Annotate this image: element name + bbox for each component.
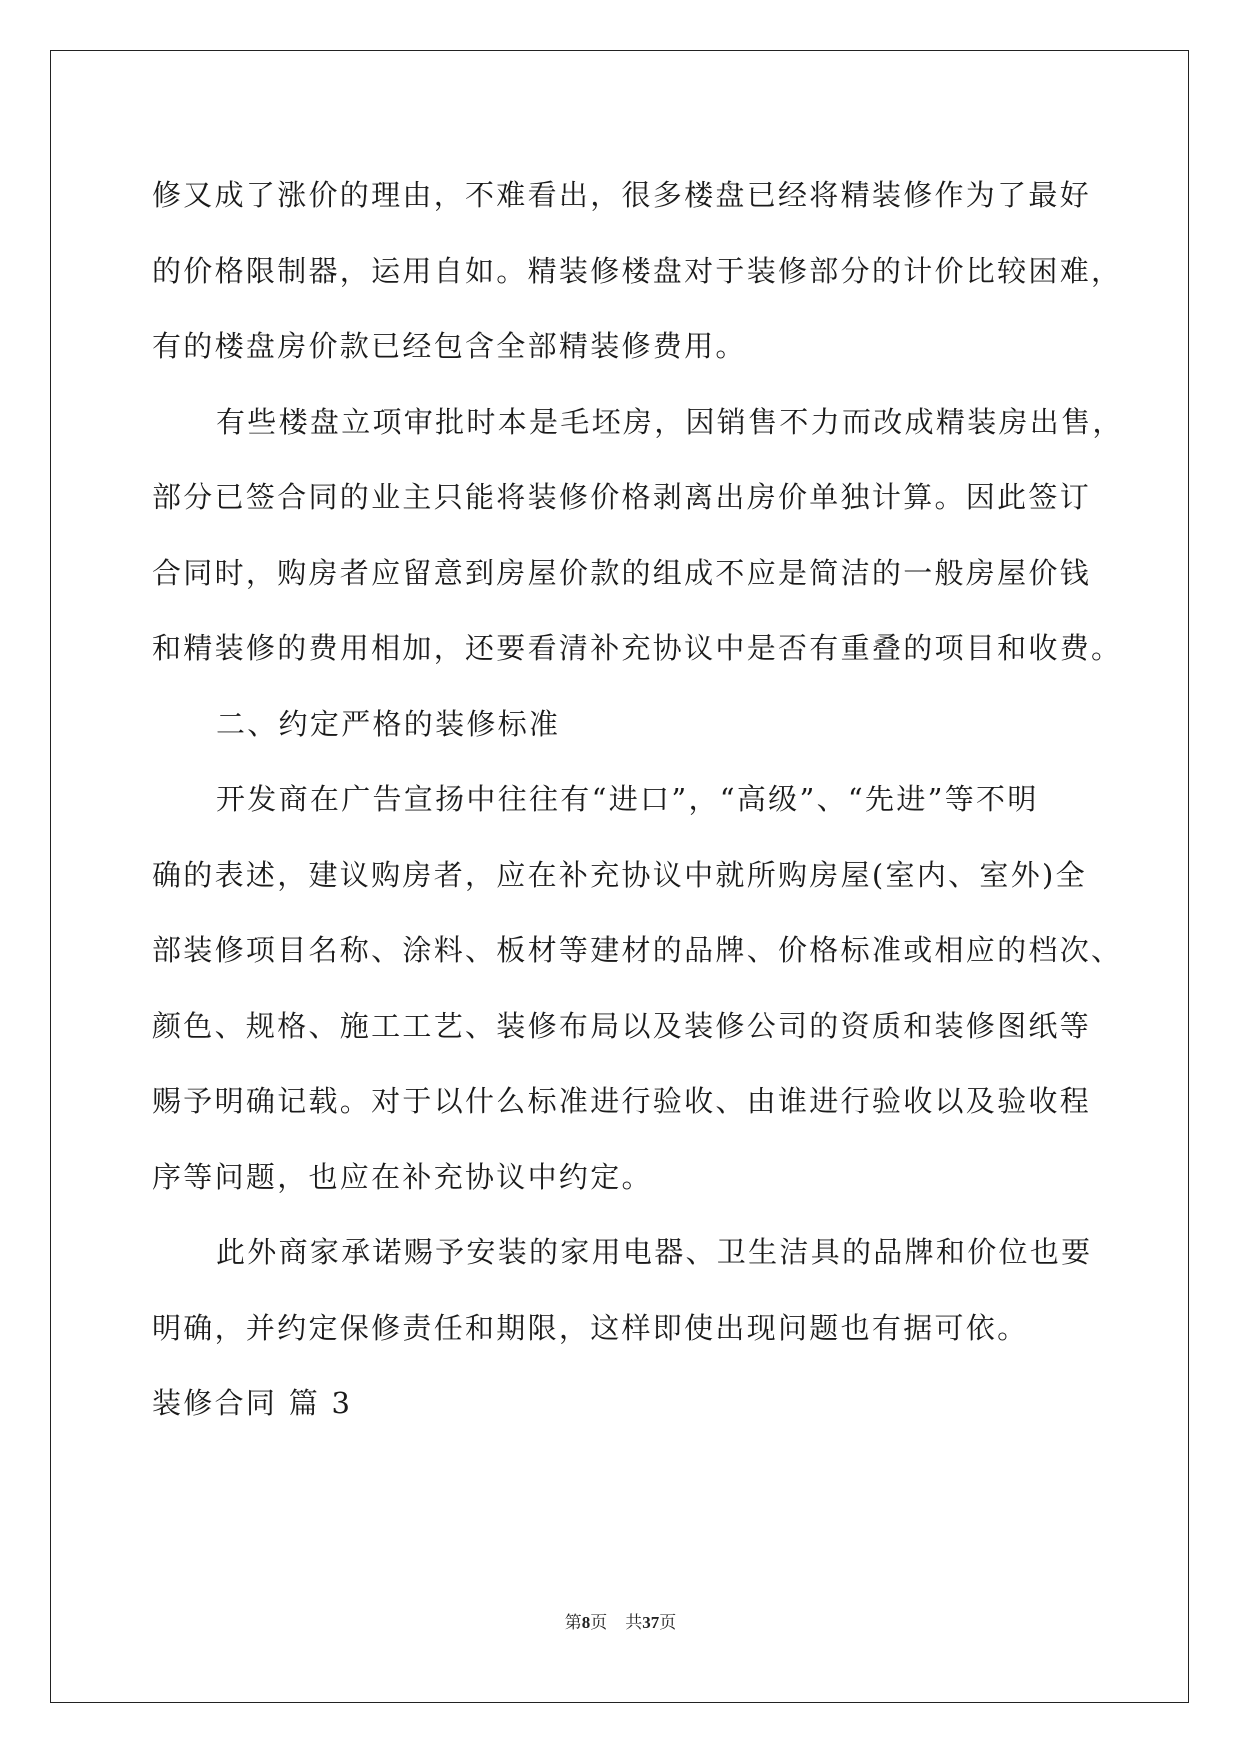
text-line-6: 合同时，购房者应留意到房屋价款的组成不应是简洁的一般房屋价钱 bbox=[152, 555, 1092, 590]
text-line-13: 赐予明确记载。对于以什么标准进行验收、由谁进行验收以及验收程 bbox=[152, 1084, 1092, 1118]
text-line-14: 序等问题，也应在补充协议中约定。 bbox=[152, 1159, 653, 1194]
text-line-15: 此外商家承诺赐予安装的家用电器、卫生洁具的品牌和价位也要 bbox=[216, 1235, 1093, 1269]
text-line-1: 修又成了涨价的理由，不难看出，很多楼盘已经将精装修作为了最好 bbox=[152, 178, 1092, 212]
text-line-5: 部分已签合同的业主只能将装修价格剥离出房价单独计算。因此签订 bbox=[152, 480, 1092, 514]
footer-total-prefix: 共 bbox=[625, 1613, 643, 1632]
page-footer bbox=[0, 1608, 1241, 1633]
footer-page-suffix: 页 bbox=[590, 1613, 608, 1632]
footer-page-number: 8 bbox=[581, 1613, 591, 1632]
footer-total-suffix: 页 bbox=[659, 1613, 677, 1632]
text-line-9: 开发商在广告宣扬中往往有“进口”，“高级”、“先进”等不明 bbox=[216, 782, 1039, 816]
footer-total-pages: 37 bbox=[642, 1613, 660, 1632]
footer-page-prefix: 第 bbox=[564, 1613, 582, 1632]
text-line-12: 颜色、规格、施工工艺、装修布局以及装修公司的资质和装修图纸等 bbox=[152, 1008, 1092, 1043]
document-body bbox=[152, 158, 1124, 1442]
text-line-10: 确的表述，建议购房者，应在补充协议中就所购房屋(室内、室外)全 bbox=[152, 857, 1087, 892]
text-line-16: 明确，并约定保修责任和期限，这样即使出现问题也有据可依。 bbox=[152, 1310, 1029, 1345]
text-line-7: 和精装修的费用相加，还要看清补充协议中是否有重叠的项目和收费。 bbox=[152, 631, 1123, 665]
article-title: 装修合同 篇 3 bbox=[152, 1386, 353, 1420]
section-heading: 二、约定严格的装修标准 bbox=[216, 706, 561, 741]
text-line-4: 有些楼盘立项审批时本是毛坯房，因销售不力而改成精装房出售， bbox=[216, 404, 1124, 439]
text-line-2: 的价格限制器，运用自如。精装修楼盘对于装修部分的计价比较困难， bbox=[152, 253, 1123, 288]
text-line-11: 部装修项目名称、涂料、板材等建材的品牌、价格标准或相应的档次、 bbox=[152, 933, 1123, 967]
text-line-3: 有的楼盘房价款已经包含全部精装修费用。 bbox=[152, 329, 747, 363]
